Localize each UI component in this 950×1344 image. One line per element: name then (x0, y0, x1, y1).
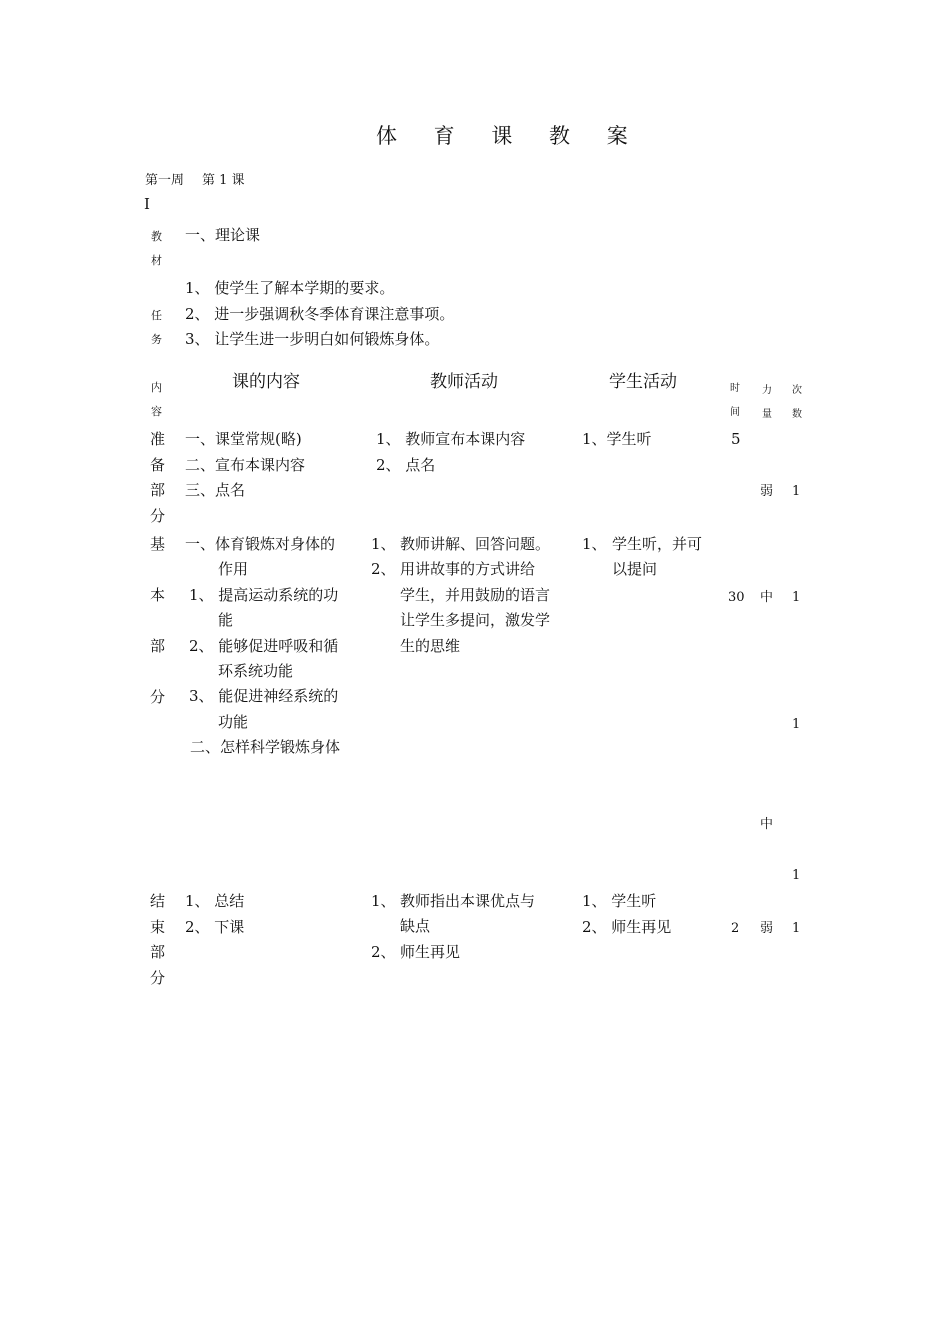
prep-student-activity: 1、学生听 (582, 430, 652, 448)
list-item: 缺点 (400, 917, 431, 935)
list-item: 1、 教师宣布本课内容 (376, 430, 526, 448)
basic-count-3: 1 (792, 868, 801, 883)
list-item: 功能 (218, 713, 249, 731)
end-content (185, 894, 244, 945)
prep-teacher-activity (376, 432, 525, 483)
renwu-label: 任 务 (151, 309, 162, 346)
basic-count-2: 1 (792, 717, 801, 732)
prep-time: 5 (731, 430, 741, 448)
list-item: 学生，并用鼓励的语言 (400, 586, 551, 604)
list-item: 1、 提高运动系统的功 (189, 586, 339, 604)
header-count: 次 数 (792, 385, 802, 420)
lesson-label: 第 1 课 (202, 173, 245, 188)
list-item: 让学生多提问，激发学 (400, 611, 551, 629)
renwu-item: 3、 让学生进一步明白如何锻炼身体。 (185, 330, 440, 348)
list-item: 2、 能够促进呼吸和循 (189, 637, 339, 655)
header-student-activity: 学生活动 (609, 372, 677, 392)
end-student-activity (582, 894, 671, 945)
renwu-item: 1、 使学生了解本学期的要求。 (185, 279, 395, 297)
list-item: 2、 师生再见 (582, 917, 672, 936)
list-number: 1、 (371, 892, 396, 910)
list-item: 2、 下课 (185, 917, 245, 936)
list-number: 2、 (371, 560, 396, 578)
list-item: 以提问 (612, 560, 658, 578)
header-course-content: 课的内容 (232, 372, 300, 392)
prep-count: 1 (792, 484, 801, 499)
basic-intensity-1: 中 (760, 590, 774, 605)
list-item: 用讲故事的方式讲给 (400, 560, 536, 578)
list-item: 3、 能促进神经系统的 (189, 687, 339, 705)
week-label: 第一周 (145, 173, 185, 188)
jiaocai-label: 教 材 (151, 230, 162, 267)
list-item: 教师讲解、回答问题。 (400, 535, 551, 553)
prep-section-label: 准 备 部 分 (150, 430, 166, 525)
end-count: 1 (792, 921, 801, 936)
header-time: 时 间 (730, 383, 740, 418)
basic-intensity-2: 中 (760, 817, 774, 832)
document-title: 体 育 课 教 案 (376, 124, 643, 148)
list-item: 生的思维 (400, 637, 461, 655)
header-teacher-activity: 教师活动 (430, 372, 498, 392)
list-item: 2、 点名 (376, 455, 436, 474)
header-intensity: 力 量 (762, 385, 772, 420)
list-item: 二、怎样科学锻炼身体 (190, 738, 341, 756)
list-item: 教师指出本课优点与 (400, 892, 536, 910)
list-item: 作用 (218, 560, 249, 578)
header-neirong: 内 容 (151, 381, 162, 418)
renwu-list (185, 281, 454, 358)
list-item: 1、 学生听 (582, 892, 657, 910)
renwu-item: 2、 进一步强调秋冬季体育课注意事项。 (185, 304, 455, 323)
list-item: 二、宣布本课内容 (185, 455, 306, 474)
list-item: 三、点名 (185, 481, 246, 499)
list-item: 一、体育锻炼对身体的 (185, 535, 336, 553)
list-item: 一、课堂常规(略) (185, 430, 302, 448)
end-intensity: 弱 (760, 921, 774, 936)
list-item: 学生听，并可 (612, 535, 703, 553)
prep-content (185, 432, 305, 509)
prep-intensity: 弱 (760, 484, 774, 499)
end-time: 2 (731, 921, 740, 936)
list-number: 1、 (582, 535, 607, 553)
list-item: 能 (218, 611, 234, 629)
basic-time: 30 (728, 590, 745, 605)
basic-section-label: 基 本 部 分 (150, 535, 166, 706)
list-item: 师生再见 (400, 943, 461, 961)
list-item: 1、 总结 (185, 892, 245, 910)
list-item: 环系统功能 (218, 662, 294, 680)
end-section-label: 结 束 部 分 (150, 892, 166, 987)
list-number: 1、 (371, 535, 396, 553)
roman-numeral: I (144, 195, 150, 213)
jiaocai-text: 一、理论课 (185, 226, 261, 244)
basic-count-1: 1 (792, 590, 801, 605)
list-number: 2、 (371, 943, 396, 961)
